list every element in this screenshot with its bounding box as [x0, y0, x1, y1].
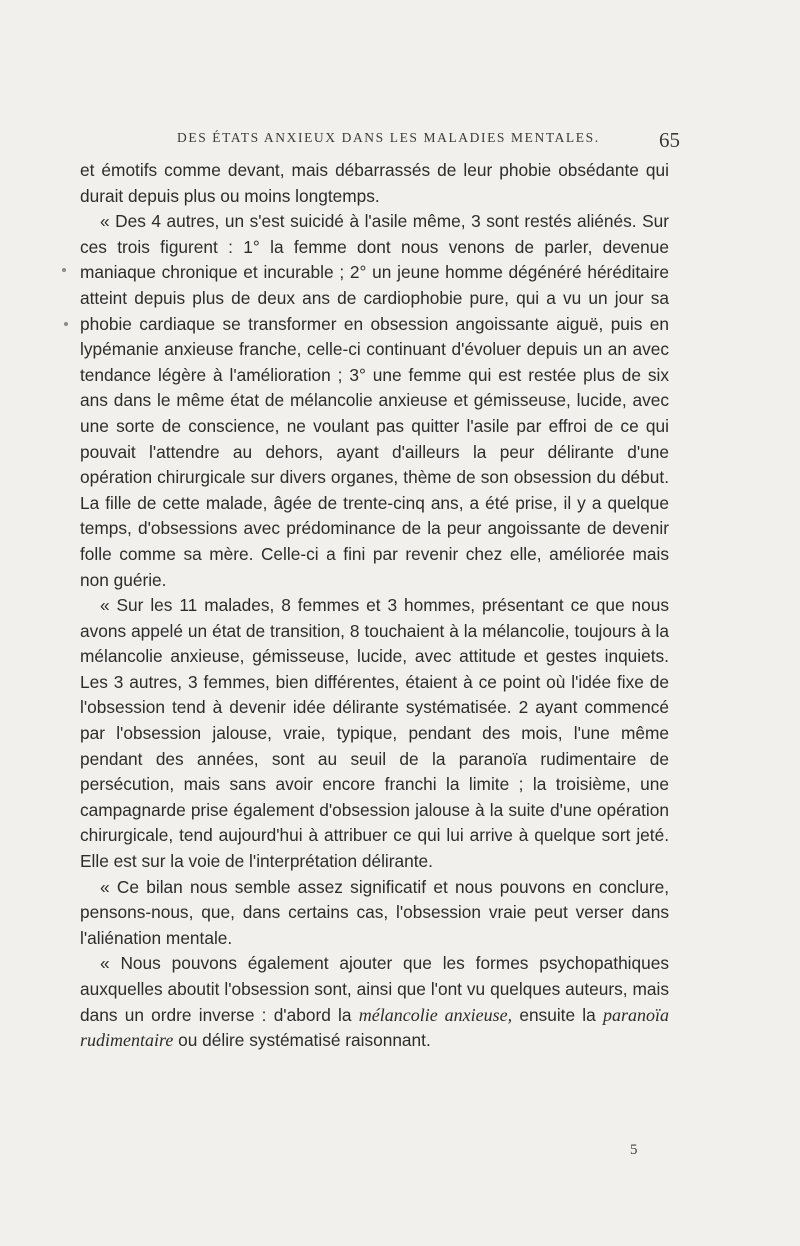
paragraph-4: « Ce bilan nous semble assez significatif et nous pouvons en conclure, pensons-nous, que, dans certains cas, l'obsession vraie peut verser dans l'aliénation mentale.: [80, 876, 669, 948]
margin-speck: [64, 322, 68, 326]
paragraph-3: « Sur les 11 malades, 8 femmes et 3 hommes, présentant ce que nous avons appelé un état de transition, 8 touchaient à la mélancolie, toujours à la mélancolie anxieuse, gémisseuse, lucide, avec attitude et gestes inquiets. Les 3 autres, 3 femmes, bien différentes, étaient à ce point où l'idée fixe de l'obsession tend à devenir idée délirante systématisée. 2 ayant commencé par l'obsession jalouse, vraie, typique, pendant des mois, l'une même pendant des années, sont au seuil de la paranoïa rudimentaire de persécution, mais sans avoir encore franchi la limite ; la troisième, une campagnarde prise également d'obsession jalouse à la suite d'une opération chirurgicale, tend aujourd'hui à attribuer ce qui lui arrive à quelque sort jeté. Elle est sur la voie de l'interprétation délirante.: [80, 595, 669, 872]
body-text: [80, 158, 669, 1054]
margin-speck: [62, 268, 66, 272]
paragraph-2: « Des 4 autres, un s'est suicidé à l'asile même, 3 sont restés aliénés. Sur ces trois figurent : 1° la femme dont nous venons de parler, devenue maniaque chronique et incurable ; 2° un jeune homme dégénéré héréditaire atteint depuis plus de deux ans de cardiophobie pure, qui a vu un jour sa phobie cardiaque se transformer en obsession angoissante aiguë, puis en lypémanie anxieuse franche, celle-ci continuant d'évoluer depuis un an avec tendance légère à l'amélioration ; 3° une femme qui est restée plus de six ans dans le même état de mélancolie anxieuse et gémisseuse, lucide, avec une sorte de conscience, ne voulant pas quitter l'asile par effroi de ce qui pouvait l'attendre au dehors, ayant d'ailleurs la peur délirante d'une opération chirurgicale sur divers organes, thème de son obsession du début. La fille de cette malade, âgée de trente-cinq ans, a été prise, il y a quelque temps, d'obsessions avec prédominance de la peur angoissante de devenir folle comme sa mère. Celle-ci a fini par revenir chez elle, améliorée mais non guérie.: [80, 211, 669, 590]
paragraph-5-text-c: ou délire systématisé raisonnant.: [173, 1030, 431, 1051]
page-number: 65: [659, 128, 680, 152]
running-title: DES ÉTATS ANXIEUX DANS LES MALADIES MENTALES.: [177, 130, 600, 145]
italic-melancolie-anxieuse: mélancolie anxieuse,: [358, 1004, 513, 1025]
paragraph-5: [80, 951, 669, 1053]
italic-paranoia-rudimentaire: paranoïa rudimentaire: [80, 1004, 669, 1051]
paragraph-1: et émotifs comme devant, mais débarrassés de leur phobie obsédante qui durait depuis plus ou moins longtemps.: [80, 160, 669, 206]
signature-mark: 5: [630, 1142, 638, 1158]
paragraph-5-text-b: ensuite la: [512, 1004, 603, 1025]
running-head: [80, 128, 680, 152]
paragraph-5-text-a: « Nous pouvons également ajouter que les formes psychopathiques auxquelles aboutit l'obsession sont, ainsi que l'ont vu quelques auteurs, mais dans un ordre inverse : d'abord la: [80, 953, 669, 1025]
